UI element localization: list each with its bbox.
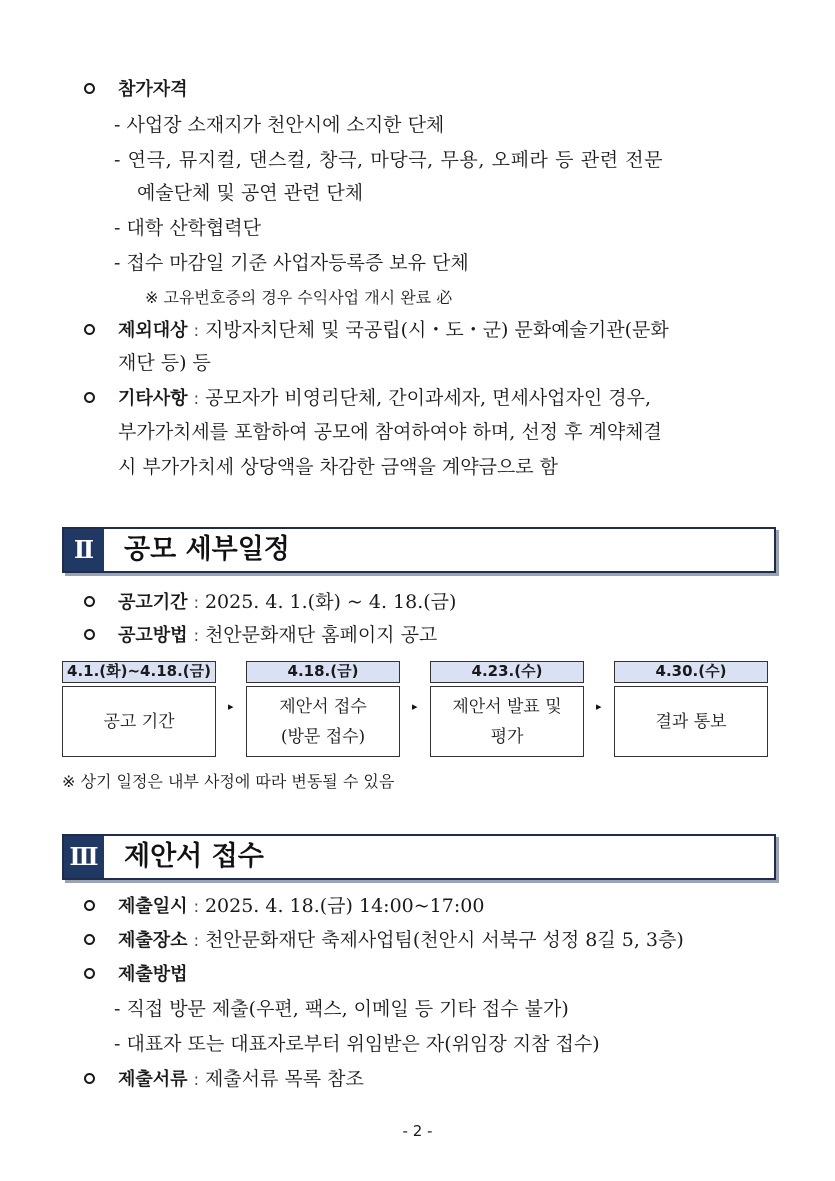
circle-bullet-icon	[84, 1073, 95, 1084]
exclusion-heading: 제외대상	[118, 320, 188, 341]
circle-bullet-icon	[84, 968, 95, 979]
submit-method-heading: 제출방법	[118, 964, 188, 985]
other-line	[84, 386, 651, 411]
eligibility-heading: 참가자격	[118, 79, 188, 100]
separator: :	[193, 897, 199, 916]
step-label: 제안서 접수 (방문 접수)	[246, 686, 400, 757]
step-date: 4.1.(화)~4.18.(금)	[62, 661, 216, 683]
step-date: 4.18.(금)	[246, 661, 400, 683]
submit-method-line	[84, 962, 188, 987]
separator: :	[193, 931, 199, 950]
circle-bullet-icon	[84, 324, 95, 335]
submit-place-line	[84, 928, 684, 953]
arrow-right-icon: ▸	[596, 700, 602, 713]
page-number: - 2 -	[402, 1122, 433, 1140]
submit-place-value: 천안문화재단 축제사업팀(천안시 서북구 성정 8길 5, 3층)	[204, 929, 684, 951]
circle-bullet-icon	[84, 934, 95, 945]
eligibility-heading-line	[84, 77, 188, 102]
arrow-right-icon: ▸	[412, 700, 418, 713]
other-text-cont: 부가가치세를 포함하여 공모에 참여하여야 하며, 선정 후 계약체결	[118, 421, 662, 443]
submit-method-item: - 직접 방문 제출(우편, 팩스, 이메일 등 기타 접수 불가)	[114, 998, 569, 1020]
section-2-title: 공모 세부일정	[124, 534, 290, 565]
section-2-header	[62, 527, 776, 573]
circle-bullet-icon	[84, 629, 95, 640]
other-text-cont: 시 부가가치세 상당액을 차감한 금액을 계약금으로 함	[118, 456, 559, 478]
submit-docs-heading: 제출서류	[118, 1069, 188, 1090]
period-heading: 공고기간	[118, 592, 188, 613]
method-value: 천안문화재단 홈페이지 공고	[204, 624, 438, 646]
separator: :	[193, 389, 199, 408]
section-3-header	[62, 834, 776, 880]
separator: :	[193, 593, 199, 612]
step-date: 4.23.(수)	[430, 661, 584, 683]
submit-date-heading: 제출일시	[118, 896, 188, 917]
submit-date-value: 2025. 4. 18.(금) 14:00~17:00	[204, 895, 485, 917]
other-heading: 기타사항	[118, 388, 188, 409]
eligibility-item: 예술단체 및 공연 관련 단체	[137, 182, 364, 204]
period-line	[84, 590, 456, 615]
submit-docs-value: 제출서류 목록 참조	[204, 1068, 364, 1090]
schedule-step	[62, 661, 216, 757]
eligibility-item: - 대학 산학협력단	[114, 217, 261, 239]
submit-method-item: - 대표자 또는 대표자로부터 위임받은 자(위임장 지참 접수)	[114, 1033, 600, 1055]
schedule-step	[430, 661, 584, 757]
period-value: 2025. 4. 1.(화) ~ 4. 18.(금)	[204, 591, 457, 613]
circle-bullet-icon	[84, 596, 95, 607]
eligibility-item: - 접수 마감일 기준 사업자등록증 보유 단체	[114, 252, 469, 274]
circle-bullet-icon	[84, 83, 95, 94]
section-3-number: Ⅲ	[64, 836, 104, 878]
step-date: 4.30.(수)	[614, 661, 768, 683]
eligibility-item: - 사업장 소재지가 천안시에 소지한 단체	[114, 114, 445, 136]
separator: :	[193, 626, 199, 645]
schedule-note: ※ 상기 일정은 내부 사정에 따라 변동될 수 있음	[62, 772, 395, 791]
schedule-step	[614, 661, 768, 757]
section-2-number: Ⅱ	[64, 529, 104, 571]
step-label: 제안서 발표 및 평가	[430, 686, 584, 757]
eligibility-note: ※ 고유번호증의 경우 수익사업 개시 완료 必	[145, 288, 453, 307]
exclusion-text: 지방자치단체 및 국공립(시・도・군) 문화예술기관(문화	[204, 319, 669, 341]
eligibility-item: - 연극, 뮤지컬, 댄스컬, 창극, 마당극, 무용, 오페라 등 관련 전문	[114, 149, 664, 171]
section-3-title: 제안서 접수	[124, 841, 264, 872]
submit-docs-line	[84, 1067, 364, 1092]
submit-date-line	[84, 894, 484, 919]
method-line	[84, 623, 437, 648]
exclusion-text-cont: 재단 등) 등	[118, 352, 211, 374]
schedule-step	[246, 661, 400, 757]
other-text: 공모자가 비영리단체, 간이과세자, 면세사업자인 경우,	[204, 387, 652, 409]
arrow-right-icon: ▸	[228, 700, 234, 713]
circle-bullet-icon	[84, 900, 95, 911]
circle-bullet-icon	[84, 392, 95, 403]
submit-place-heading: 제출장소	[118, 930, 188, 951]
exclusion-line	[84, 318, 669, 343]
separator: :	[193, 1070, 199, 1089]
method-heading: 공고방법	[118, 625, 188, 646]
step-label: 공고 기간	[62, 686, 216, 757]
step-label: 결과 통보	[614, 686, 768, 757]
separator: :	[193, 321, 199, 340]
